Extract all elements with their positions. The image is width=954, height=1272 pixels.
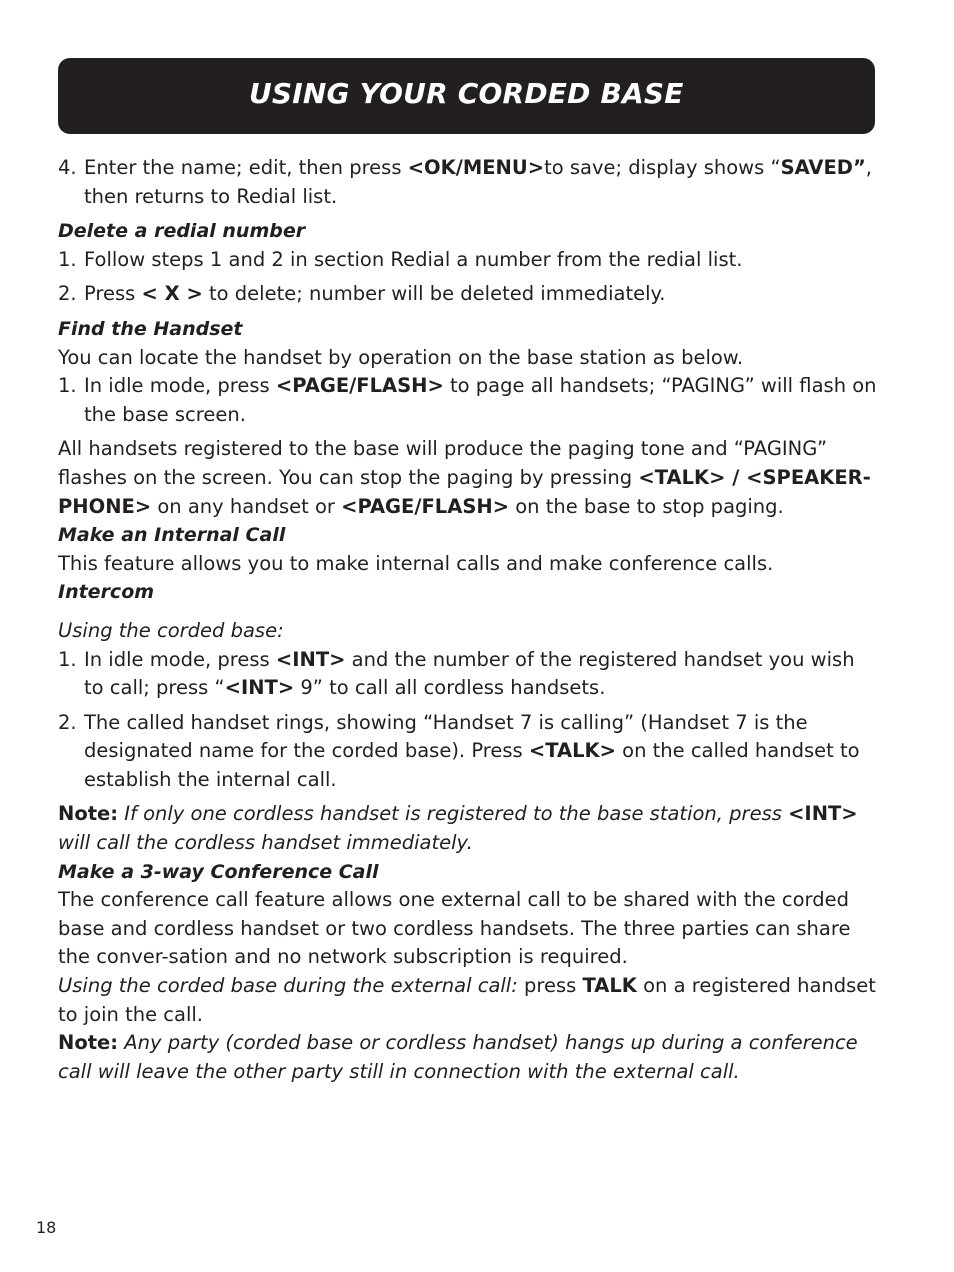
delete-step-1: 1. Follow steps 1 and 2 in section Redial a number from the redial list. bbox=[58, 247, 743, 271]
page-number: 18 bbox=[36, 1218, 57, 1237]
find-step-1: 1. In idle mode, press <PAGE/FLASH> to page all handsets; “PAGING” will flash on the base screen. bbox=[58, 374, 877, 426]
find-intro: You can locate the handset by operation on the base station as below. bbox=[58, 345, 744, 369]
step-4 bbox=[58, 154, 878, 211]
heading-delete-redial: Delete a redial number bbox=[58, 220, 306, 243]
conference-instructions: Using the corded base during the external call: press TALK on a registered handset to join the call. bbox=[58, 974, 876, 1026]
conference-description: The conference call feature allows one external call to be shared with the corded base and cordless handset or two cordless handsets. The three parties can share the conver-sation and no network subscription is required. bbox=[58, 888, 851, 969]
heading-internal-call: Make an Internal Call bbox=[58, 524, 286, 547]
find-paging-paragraph: All handsets registered to the base will produce the paging tone and “PAGING” flashes on the screen. You can stop the paging by pressing <TALK> / <SPEAKER-PHONE> on any handset or <PAGE/FLASH> on the base to stop paging. bbox=[58, 437, 871, 518]
intercom-step-1: 1. In idle mode, press <INT> and the number of the registered handset you wish to call; press “<INT> 9” to call all cordless handsets. bbox=[58, 647, 855, 700]
delete-step-2: 2. Press < X > to delete; number will be deleted immediately. bbox=[58, 282, 666, 306]
step-text: Enter the name; edit, then press <OK/MENU>to save; display shows “SAVED”, then returns to Redial list. bbox=[84, 156, 872, 208]
step-number: 4. bbox=[58, 156, 77, 179]
section-banner bbox=[58, 58, 875, 134]
page-title: USING YOUR CORDED BASE bbox=[249, 77, 684, 110]
using-corded-base-label: Using the corded base: bbox=[58, 618, 284, 642]
heading-conference-call: Make a 3-way Conference Call bbox=[58, 860, 379, 883]
intercom-step-2: 2. The called handset rings, showing “Handset 7 is calling” (Handset 7 is the designated name for the corded base). Press <TALK> on the called handset to establish the internal call. bbox=[58, 710, 860, 791]
conference-note: Note: Any party (corded base or cordless handset) hangs up during a conference call will leave the other party still in connection with the external call. bbox=[58, 1031, 858, 1083]
heading-find-handset: Find the Handset bbox=[58, 317, 243, 340]
internal-intro: This feature allows you to make internal calls and make conference calls. bbox=[58, 551, 774, 575]
intercom-note: Note: If only one cordless handset is registered to the base station, press <INT> will call the cordless handset immediately. bbox=[58, 802, 858, 855]
page-content bbox=[58, 154, 878, 1086]
heading-intercom: Intercom bbox=[58, 581, 155, 604]
